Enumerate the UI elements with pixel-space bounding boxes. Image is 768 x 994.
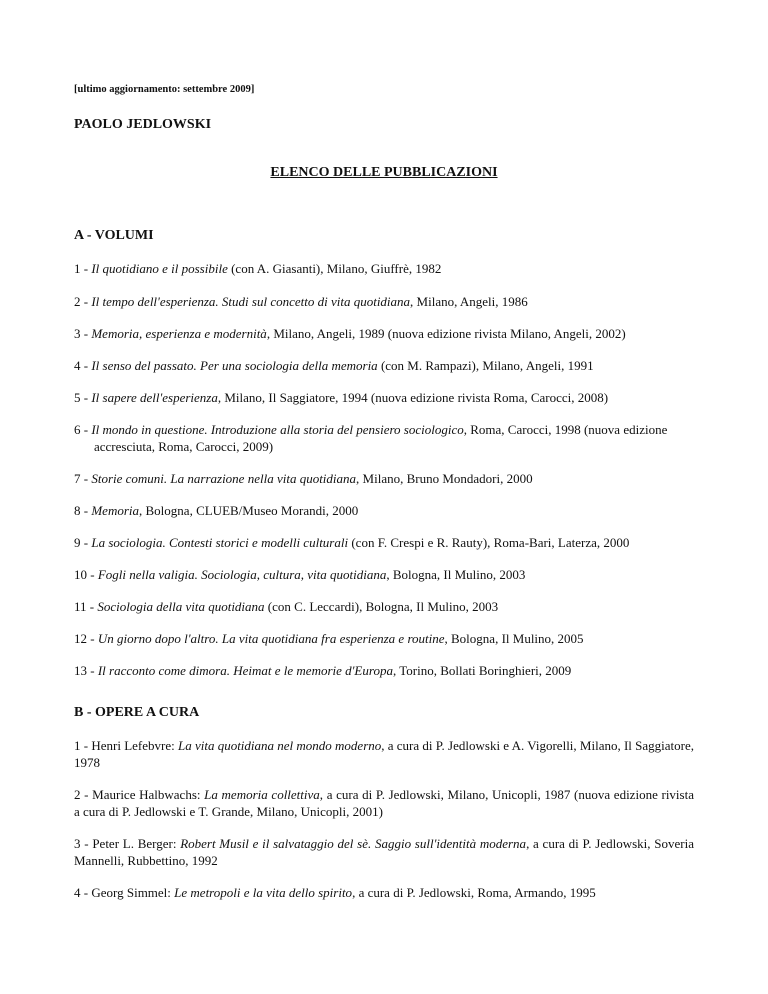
author-name: PAOLO JEDLOWSKI — [74, 117, 212, 132]
list-item: 3 - Memoria, esperienza e modernità, Milano, Angeli, 1989 (nuova edizione rivista Milano, Angeli, 2002) — [74, 326, 626, 341]
document-title: ELENCO DELLE PUBBLICAZIONI — [270, 165, 498, 180]
list-item: 6 - Il mondo in questione. Introduzione alla storia del pensiero sociologico, Roma, Carocci, 1998 (nuova edizione accresciuta, Roma, Carocci, 2009) — [74, 422, 668, 454]
section-heading-opere-a-cura: B - OPERE A CURA — [74, 705, 200, 720]
list-item: 3 - Peter L. Berger: Robert Musil e il salvataggio del sè. Saggio sull'identità moderna, a cura di P. Jedlowski, Soveria Mannelli, Rubbettino, 1992 — [74, 836, 694, 868]
list-item: 11 - Sociologia della vita quotidiana (con C. Leccardi), Bologna, Il Mulino, 2003 — [74, 599, 499, 614]
list-item: 4 - Georg Simmel: Le metropoli e la vita dello spirito, a cura di P. Jedlowski, Roma, Armando, 1995 — [74, 885, 596, 900]
list-item: 4 - Il senso del passato. Per una sociologia della memoria (con M. Rampazi), Milano, Angeli, 1991 — [74, 358, 594, 373]
list-item: 8 - Memoria, Bologna, CLUEB/Museo Morandi, 2000 — [74, 503, 359, 518]
list-item: 2 - Maurice Halbwachs: La memoria collettiva, a cura di P. Jedlowski, Milano, Unicopli, 1987 (nuova edizione rivista a cura di P. Jedlowski e T. Grande, Milano, Unicopli, 2001) — [74, 787, 694, 819]
section-heading-volumi: A - VOLUMI — [74, 228, 154, 243]
list-item: 9 - La sociologia. Contesti storici e modelli culturali (con F. Crespi e R. Rauty), Roma-Bari, Laterza, 2000 — [74, 535, 630, 550]
list-item: 13 - Il racconto come dimora. Heimat e le memorie d'Europa, Torino, Bollati Boringhieri, 2009 — [74, 663, 572, 678]
list-item: 2 - Il tempo dell'esperienza. Studi sul concetto di vita quotidiana, Milano, Angeli, 1986 — [74, 294, 528, 309]
list-item: 7 - Storie comuni. La narrazione nella vita quotidiana, Milano, Bruno Mondadori, 2000 — [74, 471, 533, 486]
list-item: 1 - Henri Lefebvre: La vita quotidiana nel mondo moderno, a cura di P. Jedlowski e A. Vigorelli, Milano, Il Saggiatore, 1978 — [74, 738, 695, 770]
list-item: 12 - Un giorno dopo l'altro. La vita quotidiana fra esperienza e routine, Bologna, Il Mulino, 2005 — [74, 631, 584, 646]
list-item: 10 - Fogli nella valigia. Sociologia, cultura, vita quotidiana, Bologna, Il Mulino, 2003 — [74, 567, 526, 582]
list-item: 1 - Il quotidiano e il possibile (con A. Giasanti), Milano, Giuffrè, 1982 — [74, 261, 442, 276]
update-note: [ultimo aggiornamento: settembre 2009] — [74, 84, 255, 95]
list-item: 5 - Il sapere dell'esperienza, Milano, Il Saggiatore, 1994 (nuova edizione rivista Roma, Carocci, 2008) — [74, 390, 609, 405]
